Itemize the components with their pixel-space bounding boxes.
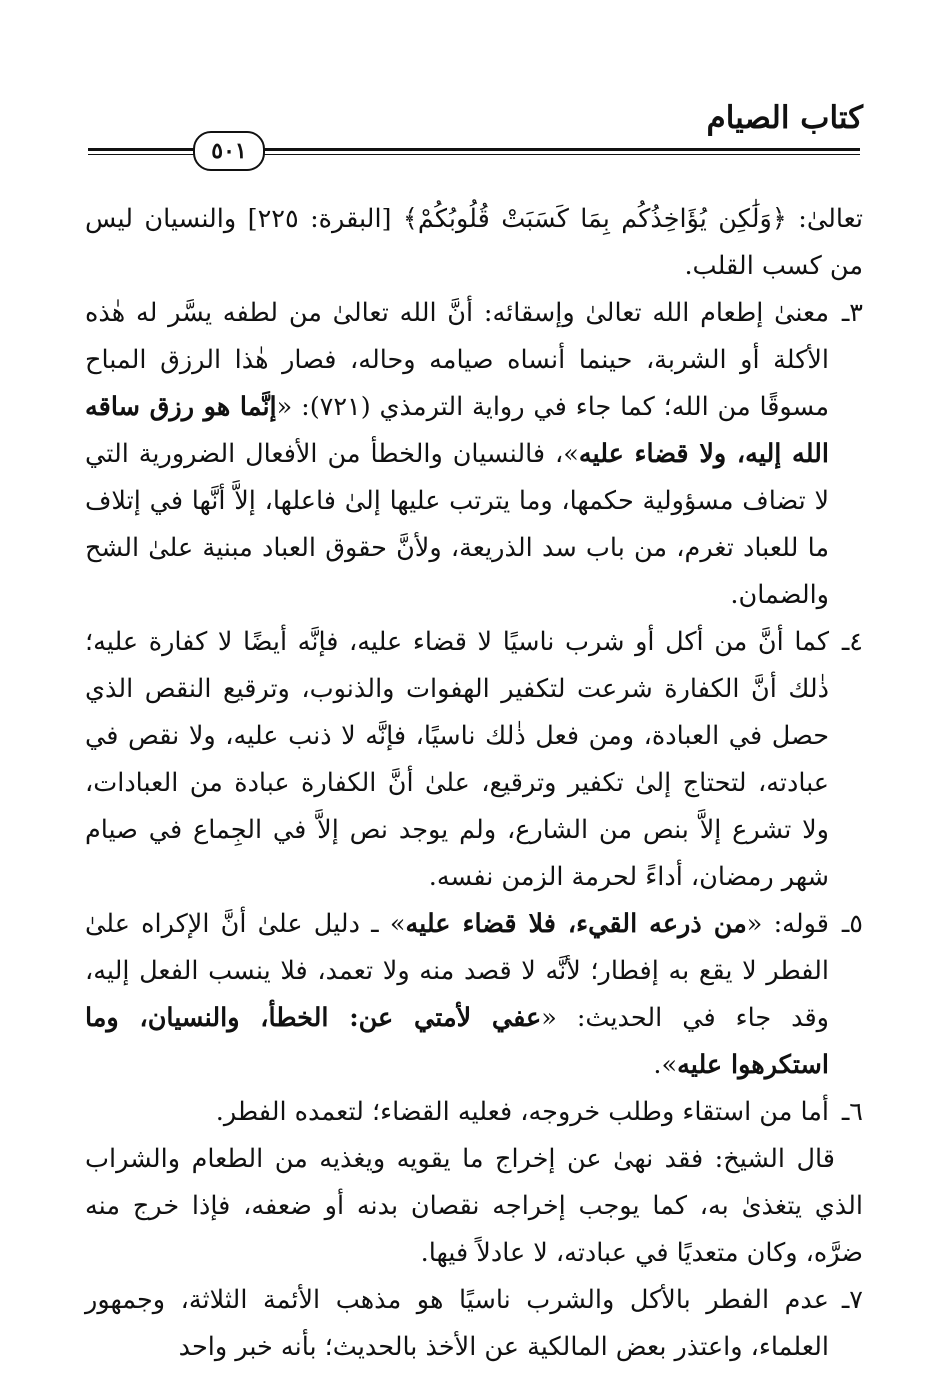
item-text: كما أنَّ من أكل أو شرب ناسيًا لا قضاء عليه، فإنَّه أيضًا لا كفارة عليه؛ ذٰلك أنَّ الكفارة شرعت لتكفير الهفوات والذنوب، وترقيع النقص الذي حصل في العبادة، ومن فعل ذٰلك ناسيًا، فإنَّه لا ذنب عليه، ولا نقص في عبادته، لتحتاج إلىٰ تكفير وترقيع، علىٰ أنَّ الكفارة عبادة من العبادات، ولا تشرع إلاَّ بنص من الشارع، ولم يوجد نص إلاَّ في الجِماع في صيام شهر رمضان، أداءً لحرمة الزمن نفسه. <box>85 627 829 892</box>
body-text <box>85 196 863 1371</box>
header-rule-left-thin <box>88 154 198 155</box>
item-text: أما من استقاء وطلب خروجه، فعليه القضاء؛ لتعمده الفطر. <box>215 1097 829 1127</box>
hadith-quote: إنَّما هو رزق ساقه الله إليه، ولا قضاء عليه <box>85 392 830 469</box>
hadith-quote: عفي لأمتي عن: الخطأ، والنسيان، وما استكرهوا عليه <box>85 1003 829 1080</box>
sheikh-quote-paragraph: قال الشيخ: فقد نهىٰ عن إخراج ما يقويه ويغذيه من الطعام والشراب الذي يتغذىٰ به، كما يوجب إخراجه نقصان بدنه أو ضعفه، فإذا خرج منه ضرَّه، وكان متعديًا في عبادته، لا عادلاً فيها. <box>85 1144 863 1268</box>
numbered-item-7 <box>85 1277 863 1371</box>
quran-verse: ﴿وَلَٰكِن يُؤَاخِذُكُم بِمَا كَسَبَتْ قُلُوبُكُمْ﴾ <box>402 204 787 234</box>
running-header-title: كتاب الصيام <box>706 100 863 136</box>
header-rule-right-thick <box>258 148 860 151</box>
item-number: ٤ـ <box>841 627 863 657</box>
numbered-item-3 <box>85 290 863 619</box>
item-number: ٧ـ <box>841 1285 863 1315</box>
item-number: ٣ـ <box>841 298 863 328</box>
item-text: ». <box>653 1050 678 1080</box>
numbered-item-5 <box>85 901 863 1089</box>
item-text: معنىٰ إطعام الله تعالىٰ وإسقائه: أنَّ الله تعالىٰ من لطفه يسَّر له هٰذه الأكلة أو الشربة، حينما أنساه صيامه وحاله، فصار هٰذا الرزق المباح مسوقًا من الله؛ كما جاء في رواية الترمذي (٧٢١): « <box>85 298 830 422</box>
item-text: عدم الفطر بالأكل والشرب ناسيًا هو مذهب الأئمة الثلاثة، وجمهور العلماء، واعتذر بعض المالكية عن الأخذ بالحديث؛ بأنه خبر واحد <box>85 1285 829 1362</box>
page-number: ٥٠١ <box>193 131 265 171</box>
header-rule-left-thick <box>88 148 198 151</box>
item-text: قوله: « <box>746 909 829 939</box>
paragraph-intro <box>85 196 863 290</box>
header-rule-right-thin <box>258 154 860 155</box>
paragraph-intro-tail: [البقرة: ٢٢٥] والنسيان ليس من كسب القلب. <box>85 204 863 281</box>
paragraph-intro-lead: تعالىٰ: <box>786 204 864 234</box>
item-number: ٥ـ <box>841 909 863 939</box>
item-text: » ـ دليل علىٰ أنَّ الإكراه علىٰ الفطر لا يقع به إفطار؛ لأنَّه لا قصد منه ولا تعمد، فلا ينسب الفعل إليه، وقد جاء في الحديث: « <box>85 909 829 1033</box>
numbered-item-4 <box>85 619 863 901</box>
numbered-item-6 <box>85 1089 863 1136</box>
item-text: »، فالنسيان والخطأ من الأفعال الضرورية التي لا تضاف مسؤولية حكمها، وما يترتب عليها إلىٰ فاعلها، إلاَّ أنَّها في إتلاف ما للعباد تغرم، من باب سد الذريعة، ولأنَّ حقوق العباد مبنية علىٰ الشح والضمان. <box>85 439 829 610</box>
hadith-quote: من ذرعه القيء، فلا قضاء عليه <box>405 909 747 939</box>
item-number: ٦ـ <box>841 1097 863 1127</box>
